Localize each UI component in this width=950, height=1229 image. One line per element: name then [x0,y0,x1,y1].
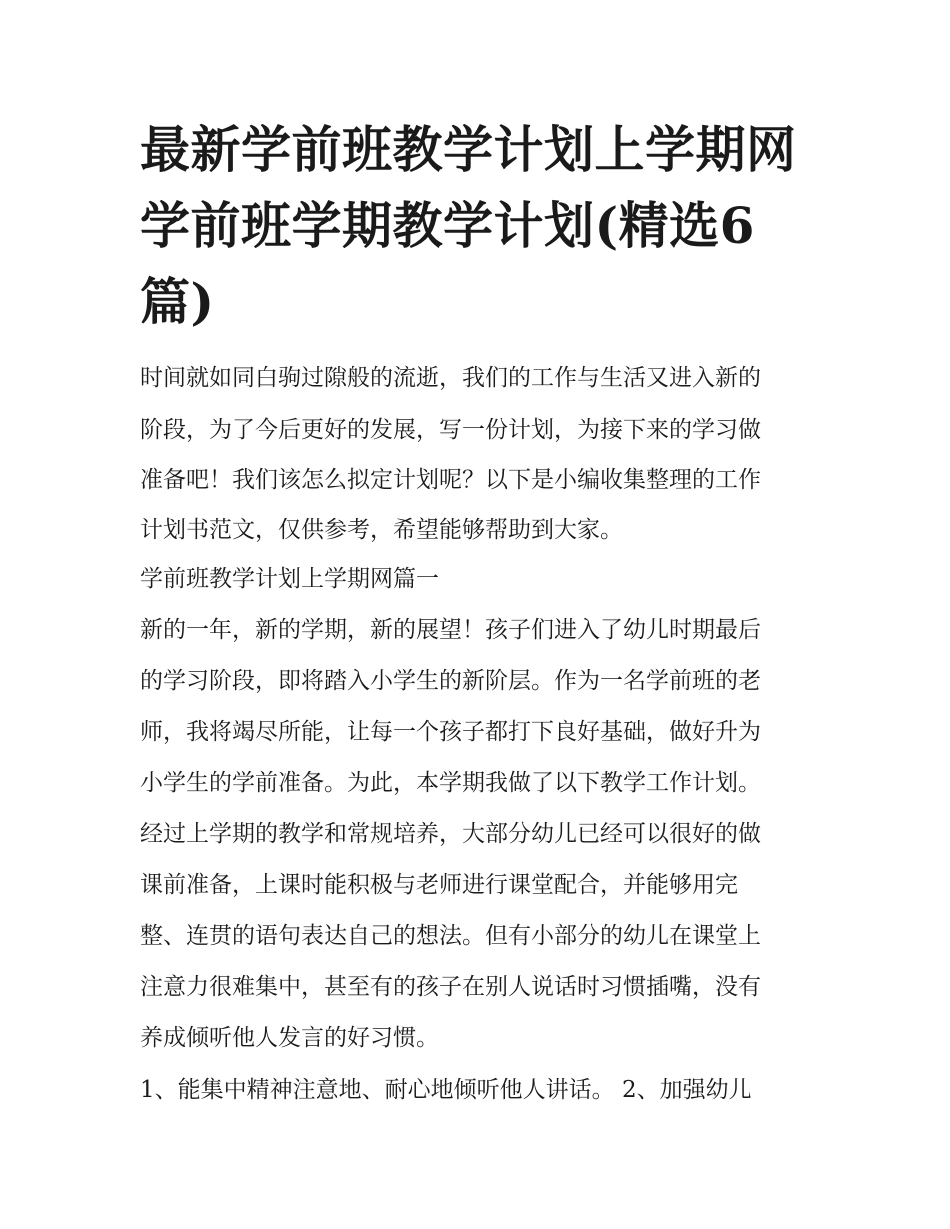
paragraph-line: 时间就如同白驹过隙般的流逝，我们的工作与生活又进入新的 [140,365,761,391]
paragraph-line: 课前准备，上课时能积极与老师进行课堂配合，并能够用完 [140,872,738,898]
paragraph-line: 的学习阶段，即将踏入小学生的新阶层。作为一名学前班的老 [140,668,761,694]
paragraph-line: 计划书范文，仅供参考，希望能够帮助到大家。 [140,517,623,543]
paragraph-line: 小学生的学前准备。为此，本学期我做了以下教学工作计划。 [140,770,761,796]
document-title: 最新学前班教学计划上学期网学前班学期教学计划(精选6篇) [140,120,797,331]
paragraph-line: 准备吧！我们该怎么拟定计划呢？以下是小编收集整理的工作 [140,467,761,493]
paragraph-line: 养成倾听他人发言的好习惯。 [140,1025,439,1051]
paragraph-line: 整、连贯的语句表达自己的想法。但有小部分的幼儿在课堂上 [140,923,761,949]
list-line: 1、能集中精神注意地、耐心地倾听他人讲话。 2、加强幼儿 [140,1077,752,1103]
paragraph-line: 阶段，为了今后更好的发展，写一份计划，为接下来的学习做 [140,417,761,443]
paragraph-line: 师，我将竭尽所能，让每一个孩子都打下良好基础，做好升为 [140,719,761,745]
section-heading: 学前班教学计划上学期网篇一 [140,566,439,592]
paragraph-line: 新的一年，新的学期，新的展望！孩子们进入了幼儿时期最后 [140,617,761,643]
paragraph-line: 注意力很难集中，甚至有的孩子在别人说话时习惯插嘴，没有 [140,974,761,1000]
paragraph-line: 经过上学期的教学和常规培养，大部分幼儿已经可以很好的做 [140,821,761,847]
